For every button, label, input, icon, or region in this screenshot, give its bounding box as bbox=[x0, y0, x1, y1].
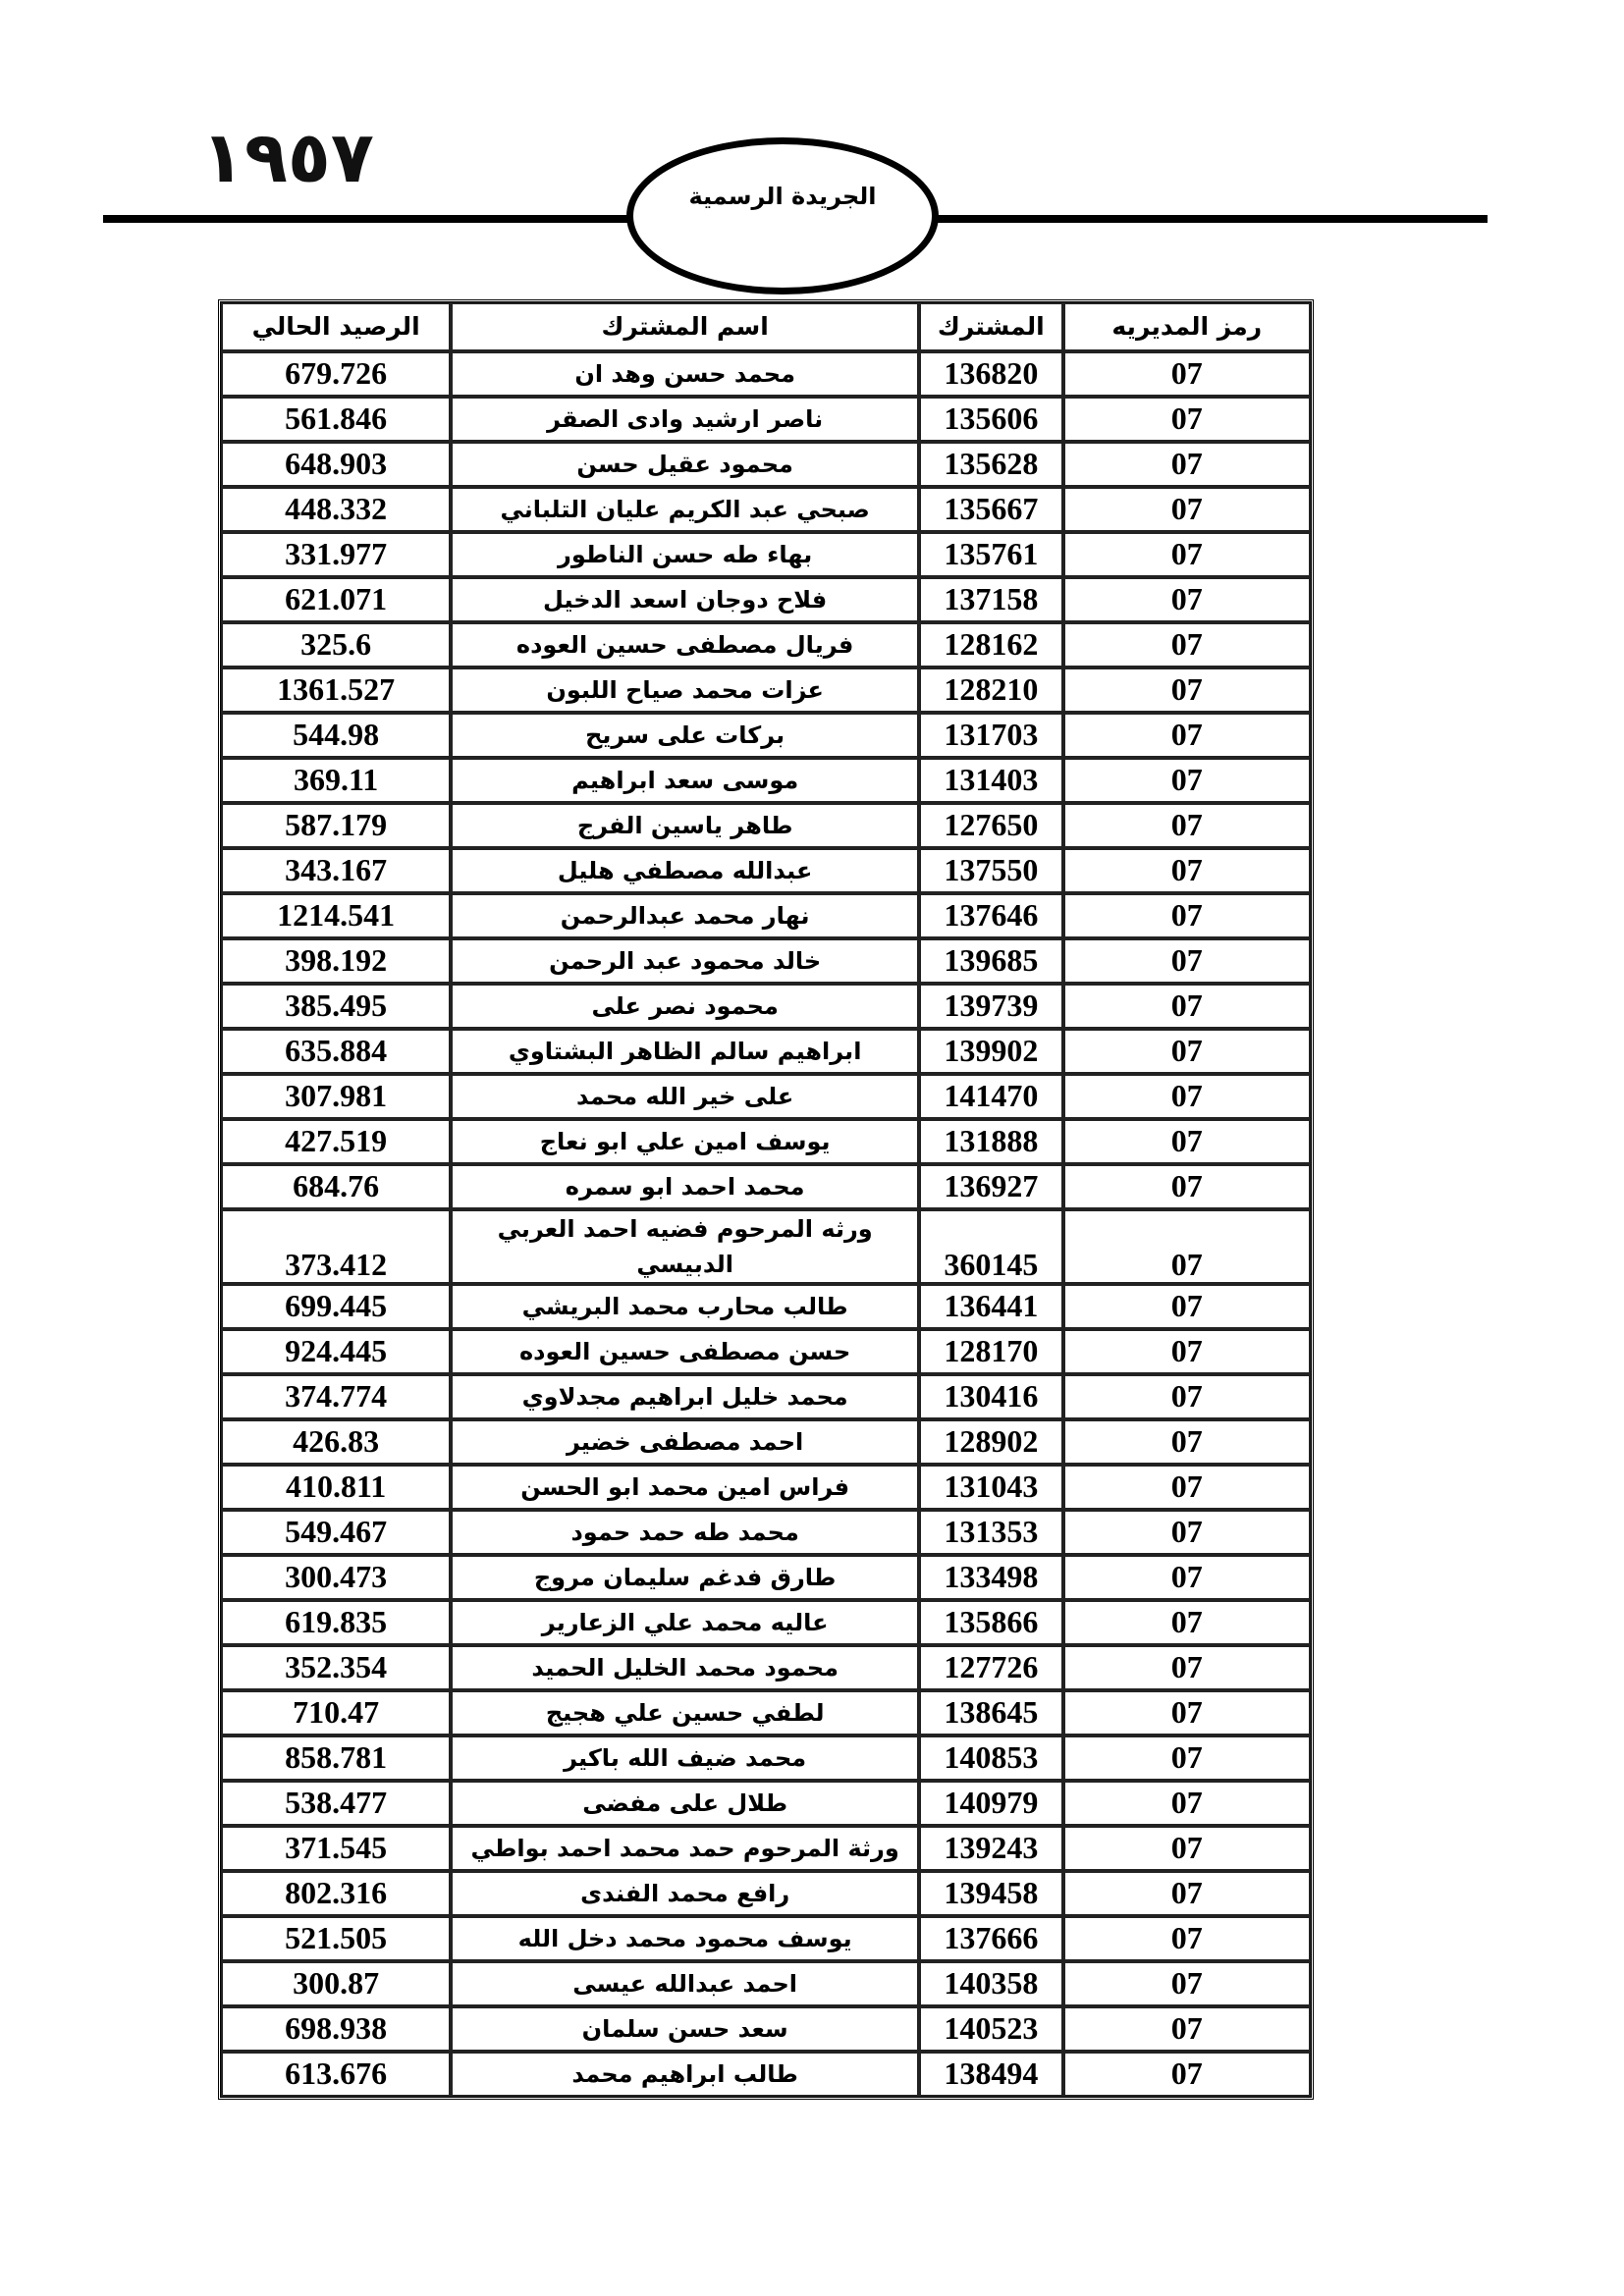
current-balance: 427.519 bbox=[221, 1119, 451, 1164]
current-balance: 521.505 bbox=[221, 1916, 451, 1961]
table-row bbox=[221, 667, 1311, 713]
table-row bbox=[221, 1209, 1311, 1284]
table-row bbox=[221, 803, 1311, 848]
current-balance: 698.938 bbox=[221, 2006, 451, 2052]
current-balance: 613.676 bbox=[221, 2052, 451, 2097]
current-balance: 426.83 bbox=[221, 1419, 451, 1465]
subscriber-name: لطفي حسين علي هجيج bbox=[451, 1690, 919, 1735]
directorate-code: 07 bbox=[1063, 1284, 1311, 1329]
directorate-code: 07 bbox=[1063, 622, 1311, 667]
directorate-code: 07 bbox=[1063, 1209, 1311, 1284]
subscriber-number: 137158 bbox=[919, 577, 1062, 622]
table-row bbox=[221, 1826, 1311, 1871]
subscriber-number: 141470 bbox=[919, 1074, 1062, 1119]
directorate-code: 07 bbox=[1063, 397, 1311, 442]
subscriber-number: 137646 bbox=[919, 893, 1062, 938]
col-current-balance: الرصيد الحالي bbox=[221, 302, 451, 351]
subscriber-name: يوسف امين علي ابو نعاج bbox=[451, 1119, 919, 1164]
current-balance: 621.071 bbox=[221, 577, 451, 622]
subscriber-name: فلاح دوجان اسعد الدخيل bbox=[451, 577, 919, 622]
table-row bbox=[221, 758, 1311, 803]
current-balance: 538.477 bbox=[221, 1781, 451, 1826]
subscriber-number: 131888 bbox=[919, 1119, 1062, 1164]
table-row bbox=[221, 1419, 1311, 1465]
subscriber-name: ورثة المرحوم حمد محمد احمد بواطي bbox=[451, 1826, 919, 1871]
current-balance: 549.467 bbox=[221, 1510, 451, 1555]
table-row bbox=[221, 1284, 1311, 1329]
subscriber-number: 138645 bbox=[919, 1690, 1062, 1735]
subscriber-number: 128210 bbox=[919, 667, 1062, 713]
subscriber-number: 140979 bbox=[919, 1781, 1062, 1826]
subscriber-number: 137666 bbox=[919, 1916, 1062, 1961]
current-balance: 699.445 bbox=[221, 1284, 451, 1329]
directorate-code: 07 bbox=[1063, 938, 1311, 984]
subscriber-name: ابراهيم سالم الظاهر البشتاوي bbox=[451, 1029, 919, 1074]
subscriber-name: صبحي عبد الكريم عليان التلباني bbox=[451, 487, 919, 532]
directorate-code: 07 bbox=[1063, 2052, 1311, 2097]
current-balance: 858.781 bbox=[221, 1735, 451, 1781]
subscriber-number: 135628 bbox=[919, 442, 1062, 487]
subscriber-name: محمد احمد ابو سمره bbox=[451, 1164, 919, 1209]
subscriber-name: محمود محمد الخليل الحميد bbox=[451, 1645, 919, 1690]
subscriber-number: 127650 bbox=[919, 803, 1062, 848]
subscriber-name: سعد حسن سلمان bbox=[451, 2006, 919, 2052]
subscriber-name: احمد مصطفى خضير bbox=[451, 1419, 919, 1465]
directorate-code: 07 bbox=[1063, 1961, 1311, 2006]
table-row bbox=[221, 577, 1311, 622]
directorate-code: 07 bbox=[1063, 1119, 1311, 1164]
subscriber-number: 135606 bbox=[919, 397, 1062, 442]
directorate-code: 07 bbox=[1063, 1029, 1311, 1074]
table-row bbox=[221, 1916, 1311, 1961]
subscriber-name: خالد محمود عبد الرحمن bbox=[451, 938, 919, 984]
subscriber-name: محمود عقيل حسن bbox=[451, 442, 919, 487]
directorate-code: 07 bbox=[1063, 351, 1311, 397]
table-row bbox=[221, 622, 1311, 667]
subscriber-name: موسى سعد ابراهيم bbox=[451, 758, 919, 803]
subscriber-name: ورثه المرحوم فضيه احمد العربي الدبيسي bbox=[451, 1209, 919, 1284]
subscriber-name: نهار محمد عبدالرحمن bbox=[451, 893, 919, 938]
table-row bbox=[221, 487, 1311, 532]
current-balance: 587.179 bbox=[221, 803, 451, 848]
directorate-code: 07 bbox=[1063, 1510, 1311, 1555]
table-row bbox=[221, 1119, 1311, 1164]
table-row bbox=[221, 1510, 1311, 1555]
subscriber-number: 133498 bbox=[919, 1555, 1062, 1600]
subscriber-number: 140853 bbox=[919, 1735, 1062, 1781]
current-balance: 1214.541 bbox=[221, 893, 451, 938]
directorate-code: 07 bbox=[1063, 532, 1311, 577]
current-balance: 398.192 bbox=[221, 938, 451, 984]
subscriber-number: 139243 bbox=[919, 1826, 1062, 1871]
subscriber-number: 139458 bbox=[919, 1871, 1062, 1916]
table-row bbox=[221, 1374, 1311, 1419]
directorate-code: 07 bbox=[1063, 1826, 1311, 1871]
directorate-code: 07 bbox=[1063, 713, 1311, 758]
current-balance: 373.412 bbox=[221, 1209, 451, 1284]
table-row bbox=[221, 1074, 1311, 1119]
current-balance: 544.98 bbox=[221, 713, 451, 758]
subscriber-number: 128902 bbox=[919, 1419, 1062, 1465]
subscriber-number: 139685 bbox=[919, 938, 1062, 984]
subscriber-name: يوسف محمود محمد دخل الله bbox=[451, 1916, 919, 1961]
table-row bbox=[221, 1961, 1311, 2006]
directorate-code: 07 bbox=[1063, 1871, 1311, 1916]
subscriber-name: ناصر ارشيد وادى الصقر bbox=[451, 397, 919, 442]
table-row bbox=[221, 2052, 1311, 2097]
table-row bbox=[221, 1871, 1311, 1916]
col-subscriber: المشترك bbox=[919, 302, 1062, 351]
table-row bbox=[221, 2006, 1311, 2052]
table-row bbox=[221, 1690, 1311, 1735]
current-balance: 343.167 bbox=[221, 848, 451, 893]
subscriber-number: 136441 bbox=[919, 1284, 1062, 1329]
subscriber-number: 139739 bbox=[919, 984, 1062, 1029]
subscriber-name: محمد طه حمد حمود bbox=[451, 1510, 919, 1555]
directorate-code: 07 bbox=[1063, 1555, 1311, 1600]
subscriber-name: محمد حسن وهد ان bbox=[451, 351, 919, 397]
table-row bbox=[221, 1164, 1311, 1209]
current-balance: 300.473 bbox=[221, 1555, 451, 1600]
current-balance: 369.11 bbox=[221, 758, 451, 803]
table-row bbox=[221, 351, 1311, 397]
current-balance: 924.445 bbox=[221, 1329, 451, 1374]
table-row bbox=[221, 442, 1311, 487]
subscriber-name: محمود نصر على bbox=[451, 984, 919, 1029]
directorate-code: 07 bbox=[1063, 1164, 1311, 1209]
current-balance: 325.6 bbox=[221, 622, 451, 667]
directorate-code: 07 bbox=[1063, 667, 1311, 713]
table-row bbox=[221, 1555, 1311, 1600]
subscriber-name: عبدالله مصطفي هليل bbox=[451, 848, 919, 893]
subscriber-name: بركات علی سريح bbox=[451, 713, 919, 758]
subscriber-number: 128170 bbox=[919, 1329, 1062, 1374]
subscriber-name: محمد ضيف الله باكير bbox=[451, 1735, 919, 1781]
subscribers-table bbox=[218, 299, 1314, 2100]
subscriber-number: 137550 bbox=[919, 848, 1062, 893]
directorate-code: 07 bbox=[1063, 1916, 1311, 1961]
directorate-code: 07 bbox=[1063, 893, 1311, 938]
current-balance: 374.774 bbox=[221, 1374, 451, 1419]
subscriber-name: عاليه محمد علي الزعارير bbox=[451, 1600, 919, 1645]
subscriber-number: 136820 bbox=[919, 351, 1062, 397]
subscriber-number: 131703 bbox=[919, 713, 1062, 758]
directorate-code: 07 bbox=[1063, 758, 1311, 803]
table-row bbox=[221, 1029, 1311, 1074]
current-balance: 619.835 bbox=[221, 1600, 451, 1645]
table-header-row bbox=[221, 302, 1311, 351]
subscriber-name: رافع محمد الفندى bbox=[451, 1871, 919, 1916]
page-number: ١٩٥٧ bbox=[201, 116, 374, 198]
current-balance: 684.76 bbox=[221, 1164, 451, 1209]
subscriber-number: 140358 bbox=[919, 1961, 1062, 2006]
table-row bbox=[221, 848, 1311, 893]
subscriber-name: احمد عبدالله عيسى bbox=[451, 1961, 919, 2006]
subscriber-number: 360145 bbox=[919, 1209, 1062, 1284]
table-row bbox=[221, 1735, 1311, 1781]
directorate-code: 07 bbox=[1063, 1645, 1311, 1690]
directorate-code: 07 bbox=[1063, 577, 1311, 622]
subscriber-name: على خير الله محمد bbox=[451, 1074, 919, 1119]
current-balance: 635.884 bbox=[221, 1029, 451, 1074]
subscriber-number: 128162 bbox=[919, 622, 1062, 667]
current-balance: 352.354 bbox=[221, 1645, 451, 1690]
current-balance: 371.545 bbox=[221, 1826, 451, 1871]
subscriber-number: 131043 bbox=[919, 1465, 1062, 1510]
subscriber-number: 135866 bbox=[919, 1600, 1062, 1645]
current-balance: 802.316 bbox=[221, 1871, 451, 1916]
current-balance: 410.811 bbox=[221, 1465, 451, 1510]
table-row bbox=[221, 1329, 1311, 1374]
current-balance: 307.981 bbox=[221, 1074, 451, 1119]
subscriber-name: طالب محارب محمد البريشي bbox=[451, 1284, 919, 1329]
subscriber-name: طارق فدغم سليمان مروج bbox=[451, 1555, 919, 1600]
current-balance: 300.87 bbox=[221, 1961, 451, 2006]
subscriber-number: 131403 bbox=[919, 758, 1062, 803]
subscriber-name: حسن مصطفى حسين العوده bbox=[451, 1329, 919, 1374]
subscriber-number: 138494 bbox=[919, 2052, 1062, 2097]
subscriber-name: فراس امين محمد ابو الحسن bbox=[451, 1465, 919, 1510]
current-balance: 1361.527 bbox=[221, 667, 451, 713]
directorate-code: 07 bbox=[1063, 803, 1311, 848]
subscriber-name: عزات محمد صياح اللبون bbox=[451, 667, 919, 713]
current-balance: 561.846 bbox=[221, 397, 451, 442]
current-balance: 710.47 bbox=[221, 1690, 451, 1735]
directorate-code: 07 bbox=[1063, 2006, 1311, 2052]
table-row bbox=[221, 893, 1311, 938]
directorate-code: 07 bbox=[1063, 1074, 1311, 1119]
table-row bbox=[221, 938, 1311, 984]
subscriber-number: 135667 bbox=[919, 487, 1062, 532]
directorate-code: 07 bbox=[1063, 1735, 1311, 1781]
current-balance: 385.495 bbox=[221, 984, 451, 1029]
subscriber-number: 131353 bbox=[919, 1510, 1062, 1555]
subscriber-number: 136927 bbox=[919, 1164, 1062, 1209]
subscriber-name: بهاء طه حسن الناطور bbox=[451, 532, 919, 577]
directorate-code: 07 bbox=[1063, 1465, 1311, 1510]
subscriber-number: 139902 bbox=[919, 1029, 1062, 1074]
directorate-code: 07 bbox=[1063, 1329, 1311, 1374]
directorate-code: 07 bbox=[1063, 487, 1311, 532]
directorate-code: 07 bbox=[1063, 442, 1311, 487]
subscriber-name: طالب ابراهيم محمد bbox=[451, 2052, 919, 2097]
subscriber-name: فريال مصطفى حسين العوده bbox=[451, 622, 919, 667]
directorate-code: 07 bbox=[1063, 984, 1311, 1029]
subscriber-number: 127726 bbox=[919, 1645, 1062, 1690]
gazette-emblem bbox=[626, 137, 939, 294]
directorate-code: 07 bbox=[1063, 1600, 1311, 1645]
directorate-code: 07 bbox=[1063, 1781, 1311, 1826]
subscriber-number: 140523 bbox=[919, 2006, 1062, 2052]
table-row bbox=[221, 984, 1311, 1029]
table-row bbox=[221, 1465, 1311, 1510]
table-row bbox=[221, 1781, 1311, 1826]
col-directorate-code: رمز المديريه bbox=[1063, 302, 1311, 351]
table-row bbox=[221, 1600, 1311, 1645]
current-balance: 448.332 bbox=[221, 487, 451, 532]
current-balance: 679.726 bbox=[221, 351, 451, 397]
directorate-code: 07 bbox=[1063, 1374, 1311, 1419]
subscriber-number: 135761 bbox=[919, 532, 1062, 577]
subscriber-number: 130416 bbox=[919, 1374, 1062, 1419]
table-row bbox=[221, 532, 1311, 577]
table-row bbox=[221, 713, 1311, 758]
table-row bbox=[221, 1645, 1311, 1690]
directorate-code: 07 bbox=[1063, 1419, 1311, 1465]
table-row bbox=[221, 397, 1311, 442]
col-subscriber-name: اسم المشترك bbox=[451, 302, 919, 351]
subscriber-name: محمد خليل ابراهيم مجدلاوي bbox=[451, 1374, 919, 1419]
subscriber-name: طلال على مفضى bbox=[451, 1781, 919, 1826]
current-balance: 648.903 bbox=[221, 442, 451, 487]
publication-title: الجريدة الرسمية bbox=[688, 183, 877, 210]
directorate-code: 07 bbox=[1063, 1690, 1311, 1735]
current-balance: 331.977 bbox=[221, 532, 451, 577]
directorate-code: 07 bbox=[1063, 848, 1311, 893]
subscriber-name: طاهر ياسين الفرج bbox=[451, 803, 919, 848]
